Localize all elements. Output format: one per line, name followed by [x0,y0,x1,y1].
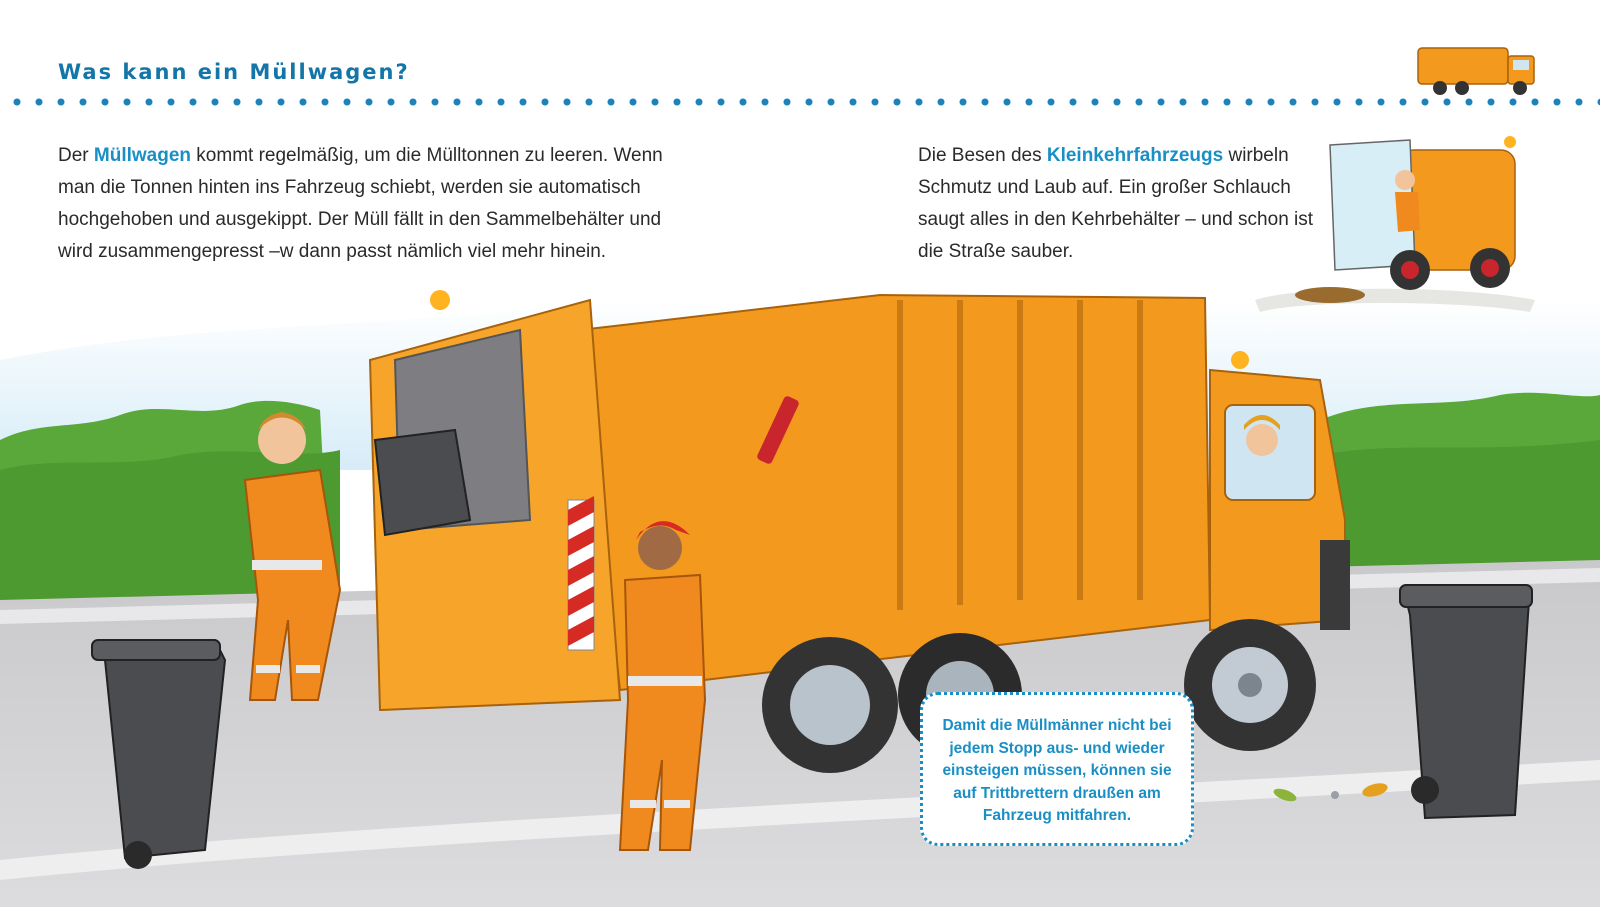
info-box-text: Damit die Müllmänner nicht bei jedem Stopp aus- und wieder einsteigen müssen, können sie auf Trittbrettern draußen am Fahrzeug mitfahren. [942,717,1172,824]
warning-stripes [568,496,594,650]
page-title: Was kann ein Müllwagen? [58,60,410,84]
info-box [920,692,1194,846]
small-truck-icon [1418,48,1534,95]
intro-paragraph [58,140,698,268]
intro-text-end: kommt regelmäßig, um die Mülltonnen zu leeren. Wenn man die Tonnen hinten ins Fahrzeug schiebt, werden sie automatisch hochgehoben und ausgekippt. Der Müll fällt in den Sammelbehälter und wird zusammengepresst –w dann passt nämlich viel mehr hinein. [58,145,663,262]
sweeper-text-start: Die Besen des [918,145,1047,166]
garbage-truck [370,290,1350,773]
intro-text-start: Der [58,145,94,166]
sweeper-paragraph [918,140,1318,268]
dotted-divider [0,96,1600,108]
trash-bin-right [1400,585,1532,818]
sweeper-keyword: Kleinkehrfahrzeugs [1046,145,1224,166]
intro-keyword: Müllwagen [93,145,192,166]
sweeper-text-end: wirbeln Schmutz und Laub auf. Ein großer Schlauch saugt alles in den Kehrbehälter – und schon ist die Straße sauber. [918,145,1314,262]
